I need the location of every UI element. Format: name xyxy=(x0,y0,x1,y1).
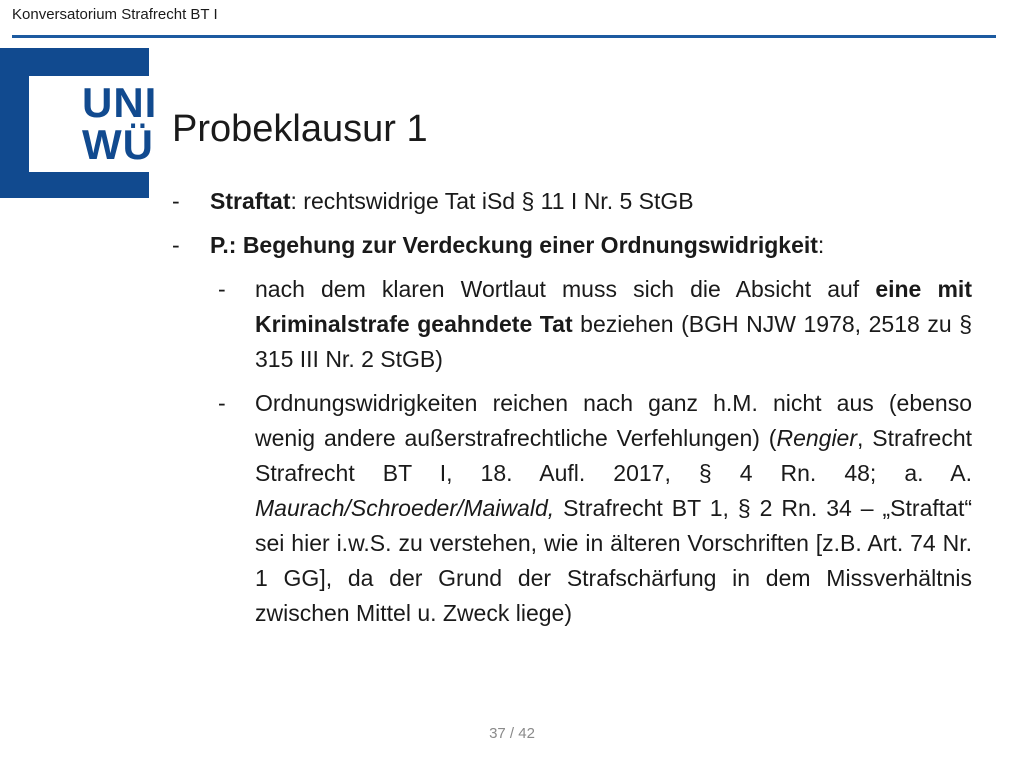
text-part: beziehen (BGH NJW 1978, 2518 zu § 315 III Nr. 2 StGB) xyxy=(255,311,973,372)
sub-bullet-ordnungswidrigkeiten xyxy=(218,386,972,631)
sub-bullet-text xyxy=(255,386,972,631)
bullet-text xyxy=(210,184,972,219)
text-part: Strafrecht BT 1, § 2 Rn. 34 – „Straftat“ sei hier i.w.S. zu verstehen, wie in älteren Vorschriften [z.B. Art. 74 Nr. 1 GG], da der Grund der Strafschärfung in dem Missverhältnis zwischen Mittel u. Zweck liege) xyxy=(255,495,972,626)
page-number: 37 / 42 xyxy=(489,725,535,742)
text-part: , Strafrecht Strafrecht BT I, 18. Aufl. 2017, § 4 Rn. 48; a. A. xyxy=(255,425,972,486)
logo-line-2: WÜ xyxy=(82,121,154,168)
bullet-dash: - xyxy=(218,390,226,416)
sub-bullet-wortlaut xyxy=(218,272,972,377)
text-part: Ordnungswidrigkeiten reichen nach ganz h.M. nicht aus (ebenso wenig andere außerstrafrechtliche Verfehlungen) ( xyxy=(255,390,972,451)
slide-title: Probeklausur 1 xyxy=(172,108,428,150)
sub-bullet-text xyxy=(255,272,972,377)
bullet-text xyxy=(210,228,972,263)
italic-author: Maurach/Schroeder/Maiwald, xyxy=(255,495,555,521)
bullet-dash: - xyxy=(172,232,180,258)
course-title: Konversatorium Strafrecht BT I xyxy=(12,6,218,23)
text-part: nach dem klaren Wortlaut muss sich die Absicht auf xyxy=(255,276,876,302)
university-logo xyxy=(0,48,158,198)
bullet-item-problem xyxy=(172,228,972,263)
bullet-list xyxy=(172,184,972,640)
bullet-bold: P.: Begehung zur Verdeckung einer Ordnungswidrigkeit xyxy=(210,232,818,258)
logo-line-1: UNI xyxy=(82,79,158,126)
bullet-rest: : xyxy=(817,232,825,258)
bullet-dash: - xyxy=(218,276,226,302)
logo-text xyxy=(82,79,158,168)
bullet-rest: : rechtswidrige Tat iSd § 11 I Nr. 5 StGB xyxy=(290,188,694,214)
italic-author: Rengier xyxy=(776,425,857,451)
bullet-item-straftat xyxy=(172,184,972,219)
bullet-bold: Straftat xyxy=(210,188,291,214)
header-divider xyxy=(12,35,996,38)
bullet-dash: - xyxy=(172,188,180,214)
bold-part: eine mit Kriminalstrafe geahndete Tat xyxy=(255,276,972,337)
